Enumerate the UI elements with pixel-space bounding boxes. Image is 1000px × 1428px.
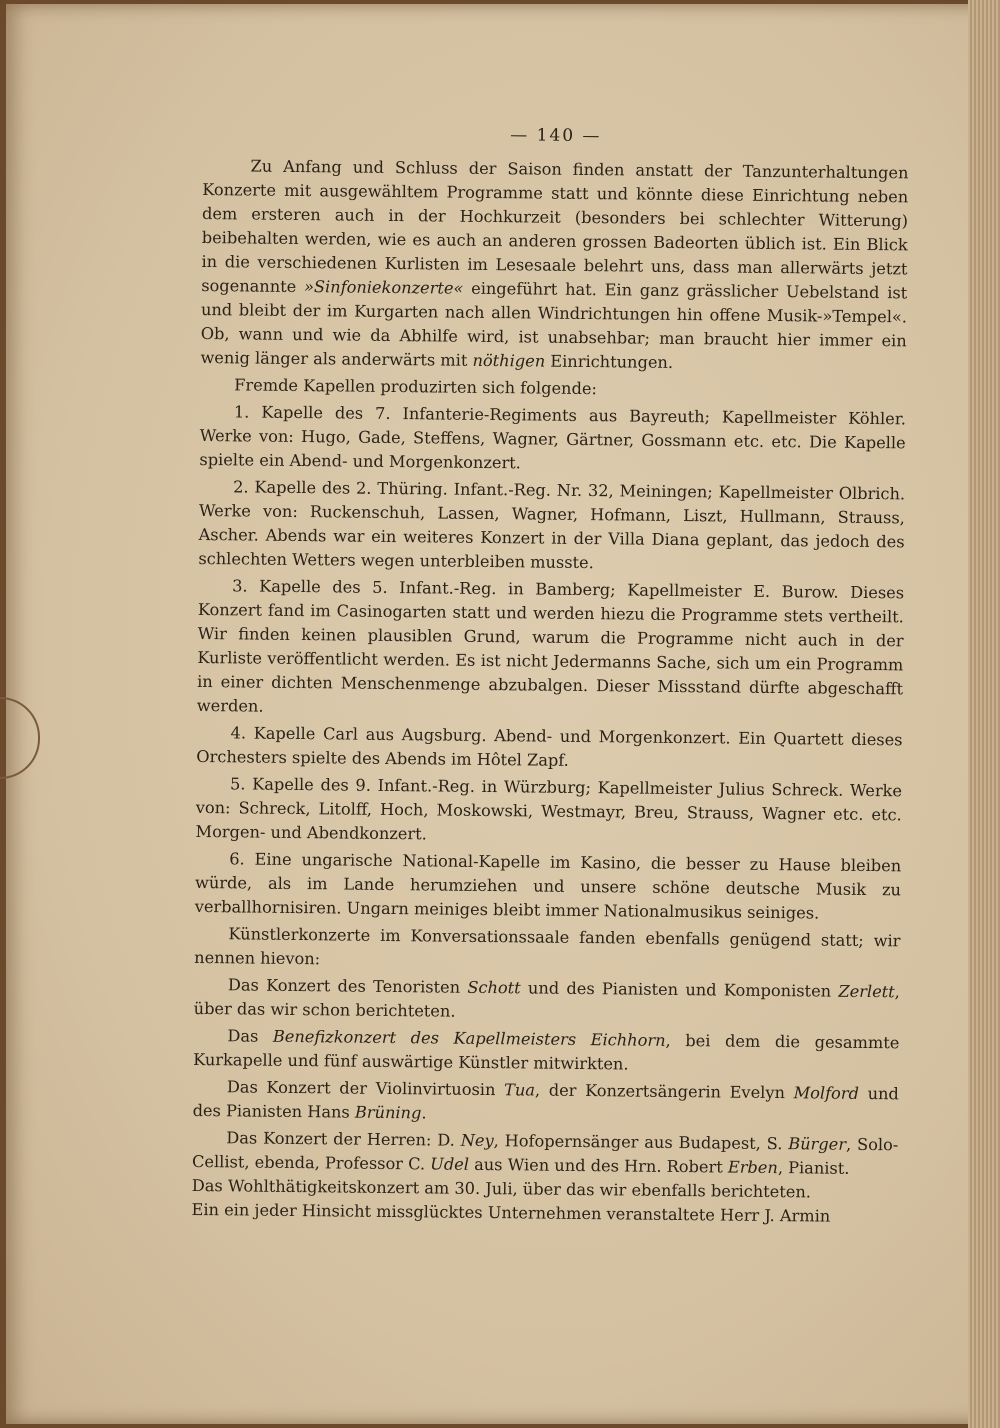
emphasis-sinfoniekonzerte: »Sinfoniekonzerte« <box>303 277 464 298</box>
emphasis-name: Schott <box>467 977 521 998</box>
text-run: eingeführt hat. Ein ganz grässlicher Uebelstand ist und bleibt der im Kurgarten nach allen Windrichtungen hin offene Musik-»Tempel«. Ob, wann und wie da Abhilfe wird, ist unabsehbar; man braucht hier immer ein wenig länger als anderwärts mit <box>200 278 908 370</box>
paragraph-armin: Ein ein jeder Hinsicht missglücktes Unternehmen veranstaltete Herr J. Armin <box>191 1199 831 1226</box>
paragraph-schott <box>194 973 900 1028</box>
emphasis-name: Bürger <box>788 1134 847 1154</box>
text-run: aus Wien und des Hrn. Robert <box>468 1154 729 1177</box>
text-run: Das <box>227 1026 274 1046</box>
paragraph-fremde-kapellen: Fremde Kapellen produzirten sich folgende: <box>234 375 598 399</box>
list-item-4: 4. Kapelle Carl aus Augsburg. Abend- und Morgenkonzert. Ein Quartett dieses Orchesters spielte des Abends im Hôtel Zapf. <box>196 723 903 770</box>
emphasis-name: Molford <box>793 1083 860 1103</box>
list-item-5: 5. Kapelle des 9. Infant.-Reg. in Würzburg; Kapellmeister Julius Schreck. Werke von: Schreck, Litolff, Hoch, Moskowski, Westmayr, Breu, Strauss, Wagner etc. etc. Morgen- und Abendkonzert. <box>195 774 903 844</box>
text-run: , Hofopernsänger aus Budapest, S. <box>493 1131 789 1154</box>
paragraph-herren <box>192 1126 898 1181</box>
text-run: , Solo-Cellist, ebenda, Professor C. <box>191 1134 899 1174</box>
text-run: , über das wir schon berichteten. <box>193 982 900 1021</box>
emphasis-name: Tua <box>504 1080 536 1100</box>
list-item-6: 6. Eine ungarische National-Kapelle im Kasino, die besser zu Hause bleiben würde, als im Lande herumziehen und unsere schöne deutsche Musik zu verballhornisiren. Ungarn meiniges bleibt immer Nationalmusikus seiniges. <box>194 849 902 923</box>
list-item-3: 3. Kapelle des 5. Infant.-Reg. in Bamberg; Kapellmeister E. Burow. Dieses Konzert fand im Casinogarten statt und werden hiezu die Programme stets vertheilt. Wir finden keinen plausiblen Grund, warum die Programme nicht auch in der Kurliste veröffentlicht werden. Es ist nicht Jedermanns Sache, sich um ein Programm in einer dichten Menschenmenge abzubalgen. Dieser Missstand dürfte abgeschafft werden. <box>196 576 905 716</box>
paragraph-wohlthaetigkeitskonzert: Das Wohlthätigkeitskonzert am 30. Juli, über das wir ebenfalls berichteten. <box>191 1175 812 1202</box>
list-item-2: 2. Kapelle des 2. Thüring. Infant.-Reg. Nr. 32, Meiningen; Kapellmeister Olbrich. Werke von: Ruckenschuh, Lassen, Wagner, Hofmann, Liszt, Hullmann, Strauss, Ascher. Abends war ein weiteres Konzert in der Villa Diana geplant, das jedoch des schlechten Wetters wegen unterbleiben musste. <box>198 477 906 573</box>
emphasis-name: Brüning <box>354 1102 422 1123</box>
paragraph-benefizkonzert <box>193 1024 899 1079</box>
text-run: Zu Anfang und Schluss der Saison finden anstatt der Tanzunterhaltungen Konzerte mit ausgewähltem Programme statt und könnte diese Einrichtung neben dem ersteren auch in der Hochkurzeit (besonders bei schlechter Witterung) beibehalten werden, wie es auch an anderen grossen Badeorten üblich ist. Ein Blick in die verschiedenen Kurlisten im Lesesaale belehrt uns, dass man allerwärts jetzt sogenannte <box>201 156 909 297</box>
emphasis-name: Ney <box>460 1130 494 1151</box>
paragraph-violinvirtuosin <box>192 1075 898 1130</box>
emphasis-name: Erben <box>727 1157 778 1178</box>
page-text <box>191 120 909 1232</box>
text-run: Das Konzert der Violinvirtuosin <box>226 1077 505 1100</box>
text-run: Das Konzert der Herren: D. <box>226 1128 461 1150</box>
text-run: , der Konzertsängerin Evelyn <box>534 1080 794 1103</box>
paragraph-kuenstlerkonzerte: Künstlerkonzerte im Konversationssaale fanden ebenfalls genügend statt; wir nennen hievon: <box>194 924 901 969</box>
page-edges <box>968 0 1000 1428</box>
text-run: , Pianist. <box>777 1158 850 1178</box>
emphasis-name: Zerlett <box>838 981 895 1002</box>
text-run: und des Pianisten und Komponisten <box>520 978 839 1001</box>
emphasis-name: Benefizkonzert des Kapellmeisters Eichhorn <box>272 1026 666 1050</box>
emphasis-noethigen: nöthigen <box>472 350 546 371</box>
text-run: . <box>421 1103 427 1123</box>
text-run: Das Konzert des Tenoristen <box>227 975 468 997</box>
emphasis-name: Udel <box>430 1154 470 1174</box>
text-run: Einrichtungen. <box>545 351 674 372</box>
text-run: und des Pianisten Hans <box>192 1083 899 1122</box>
text-run: , bei dem die gesammte Kurkapelle und fünf auswärtige Künstler mitwirkten. <box>193 1030 900 1074</box>
page-number: — 140 — <box>510 125 602 147</box>
list-item-1: 1. Kapelle des 7. Infanterie-Regiments aus Bayreuth; Kapellmeister Köhler. Werke von: Hugo, Gade, Steffens, Wagner, Gärtner, Gossmann etc. etc. Die Kapelle spielte ein Abend- und Morgenkonzert. <box>199 402 907 473</box>
paragraph-intro <box>200 154 908 377</box>
